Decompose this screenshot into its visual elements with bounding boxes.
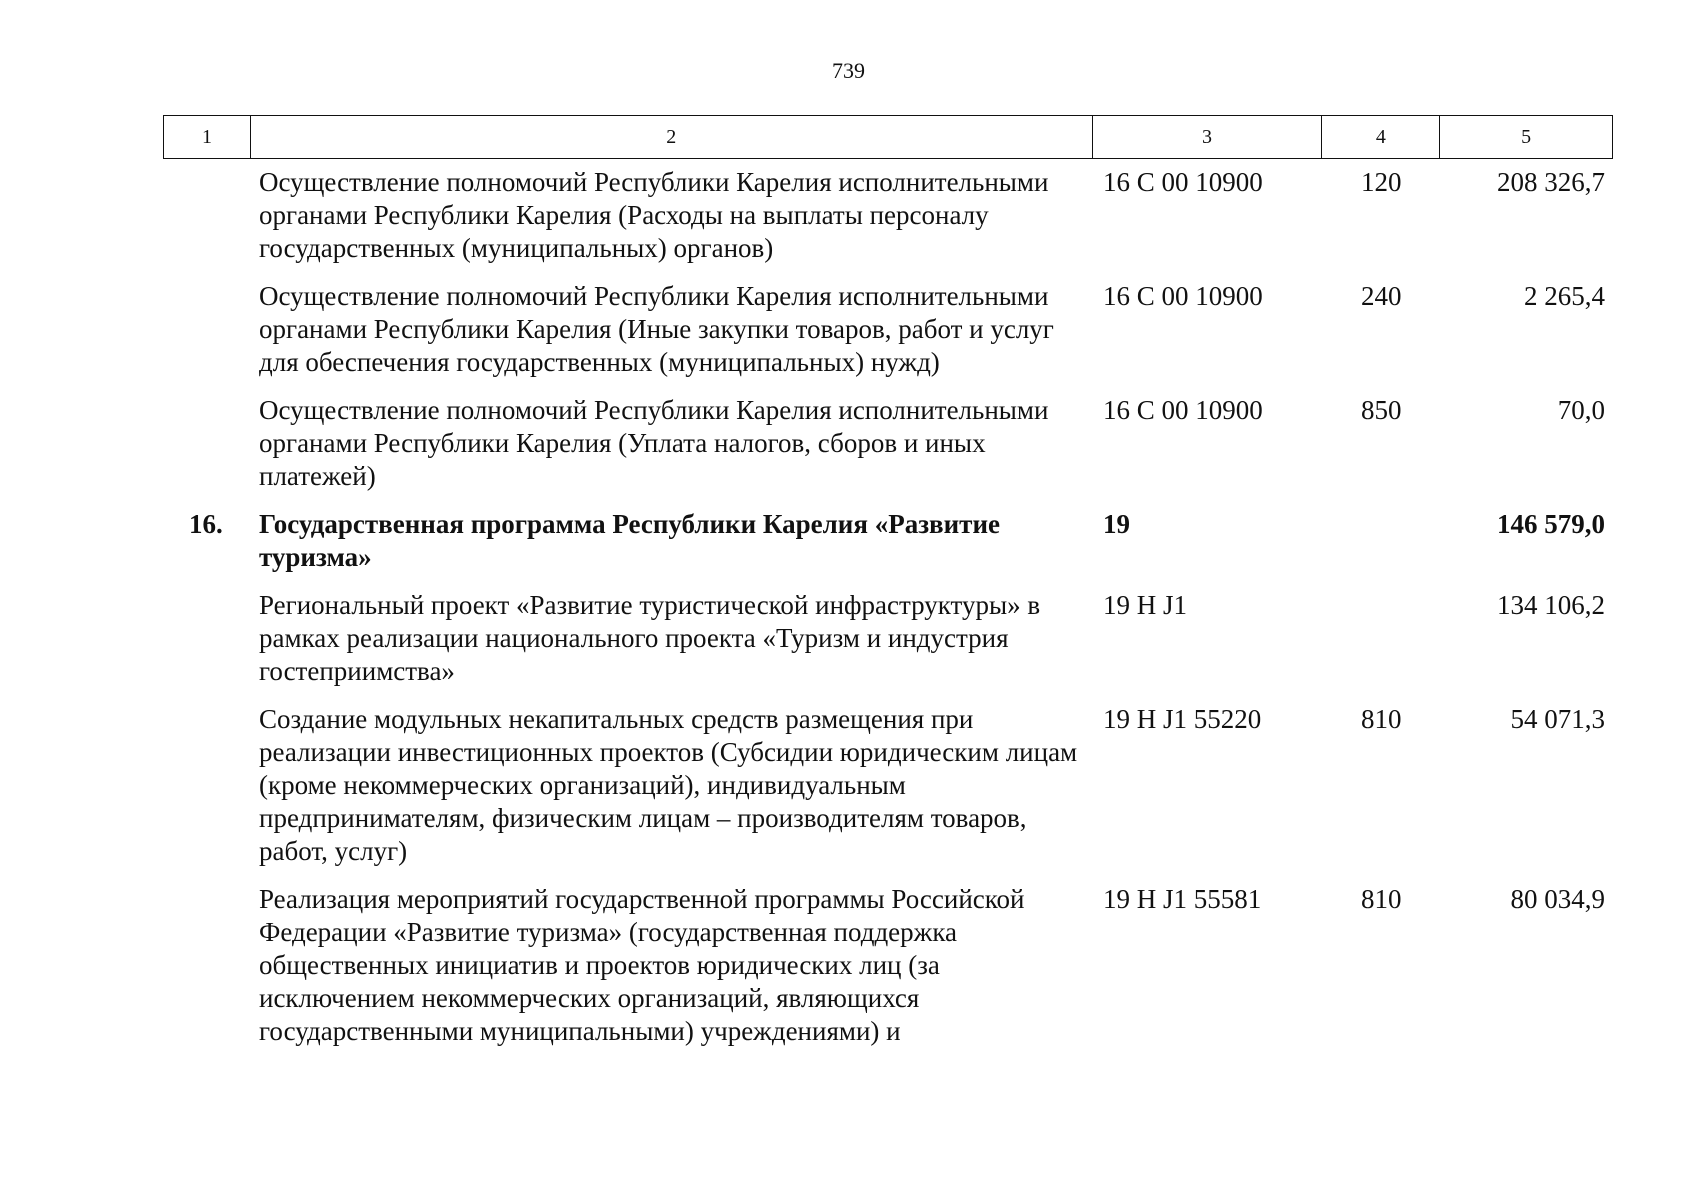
row-code: 16 С 00 10900 (1103, 281, 1263, 311)
row-name: Создание модульных некапитальных средств размещения при реализации инвестиционных проектов (Субсидии юридическим лицам (кроме некоммерческих организаций), индивидуальным предпринимателям, физическим лицам – производителям товаров, работ, услуг) (259, 704, 1078, 866)
row-number (163, 394, 250, 493)
row-type (1323, 589, 1441, 688)
row-sum: 146 579,0 (1497, 509, 1605, 539)
table-row (163, 883, 1613, 1048)
row-number (163, 703, 250, 868)
header-col-1: 1 (164, 116, 251, 158)
row-sum: 70,0 (1557, 395, 1605, 425)
row-type: 240 (1361, 281, 1402, 311)
header-col-3: 3 (1093, 116, 1323, 158)
row-number (163, 166, 250, 265)
row-type (1323, 508, 1441, 574)
row-type: 810 (1361, 884, 1402, 914)
row-name: Осуществление полномочий Республики Карелия исполнительными органами Республики Карелия (Иные закупки товаров, работ и услуг для обеспечения государственных (муниципальных) нужд) (259, 281, 1054, 377)
row-sum: 2 265,4 (1524, 281, 1605, 311)
row-name: Осуществление полномочий Республики Карелия исполнительными органами Республики Карелия (Уплата налогов, сборов и иных платежей) (259, 395, 1049, 491)
row-sum: 54 071,3 (1510, 704, 1605, 734)
row-code: 16 С 00 10900 (1103, 167, 1263, 197)
row-sum: 134 106,2 (1497, 590, 1605, 620)
header-col-2: 2 (251, 116, 1093, 158)
row-number (163, 883, 250, 1048)
row-code: 16 С 00 10900 (1103, 395, 1263, 425)
row-code: 19 (1103, 509, 1130, 539)
row-sum: 208 326,7 (1497, 167, 1605, 197)
table-row (163, 166, 1613, 265)
row-code: 19 Н J1 55581 (1103, 884, 1262, 914)
row-type: 850 (1361, 395, 1402, 425)
row-name: Реализация мероприятий государственной программы Российской Федерации «Развитие туризма» (государственная поддержка общественных инициатив и проектов юридических лиц (за исключением некоммерческих организаций, являющихся государственными муниципальными) учреждениями) и (259, 884, 1025, 1046)
row-number (163, 589, 250, 688)
row-type: 120 (1361, 167, 1402, 197)
row-type: 810 (1361, 704, 1402, 734)
row-code: 19 Н J1 (1103, 590, 1188, 620)
table-row (163, 280, 1613, 379)
row-name: Региональный проект «Развитие туристической инфраструктуры» в рамках реализации национального проекта «Туризм и индустрия гостеприимства» (259, 590, 1041, 686)
row-name: Осуществление полномочий Республики Карелия исполнительными органами Республики Карелия (Расходы на выплаты персоналу государственных (муниципальных) органов) (259, 167, 1049, 263)
table-row-program (163, 508, 1613, 574)
row-number: 16. (189, 509, 223, 539)
header-col-5: 5 (1521, 125, 1532, 148)
row-number (163, 280, 250, 379)
table-header (163, 115, 1613, 159)
row-name: Государственная программа Республики Карелия «Развитие туризма» (259, 509, 1000, 572)
row-sum: 80 034,9 (1510, 884, 1605, 914)
page-number: 739 (832, 58, 865, 83)
table-row (163, 394, 1613, 493)
header-col-4: 4 (1322, 116, 1440, 158)
table-row (163, 703, 1613, 868)
row-code: 19 Н J1 55220 (1103, 704, 1262, 734)
table-body (163, 166, 1613, 1063)
table-row (163, 589, 1613, 688)
